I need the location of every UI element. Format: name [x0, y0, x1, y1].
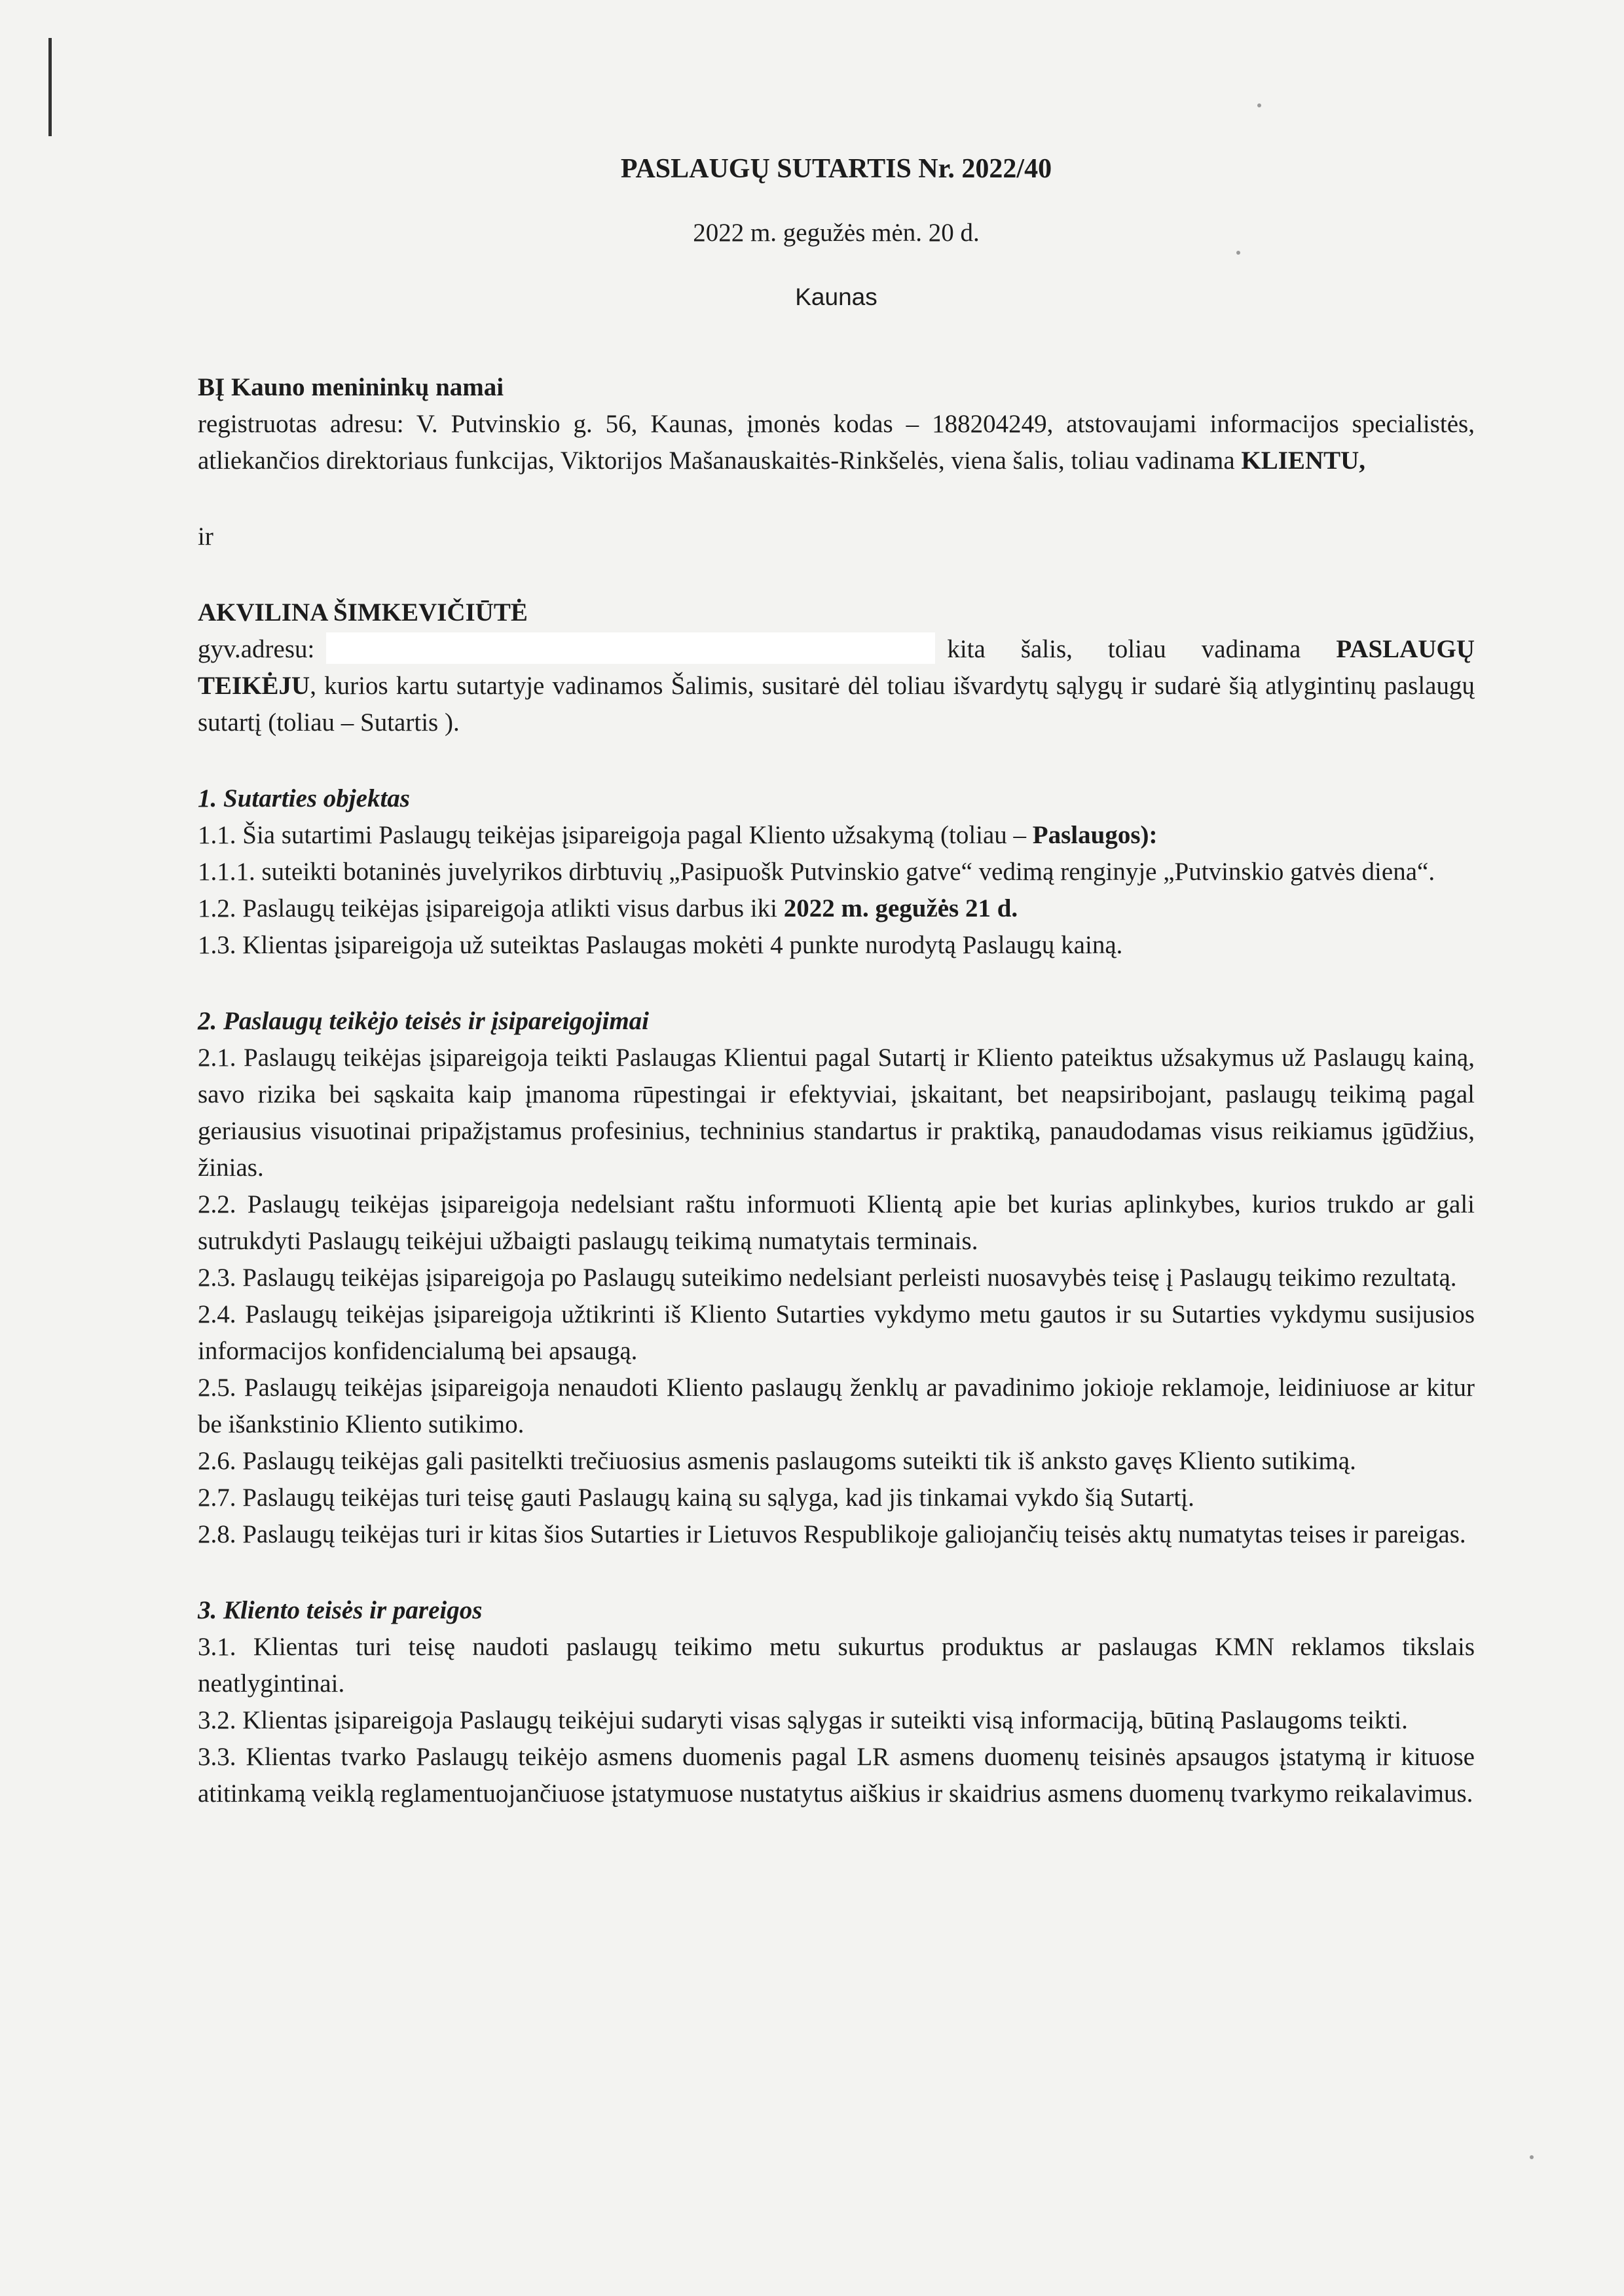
clause-2-8: 2.8. Paslaugų teikėjas turi ir kitas šios Sutarties ir Lietuvos Respublikoje galiojančių teisės aktų numatytas teises ir pareigas.	[198, 1520, 1466, 1548]
provider-name: AKVILINA ŠIMKEVIČIŪTĖ	[198, 598, 528, 627]
clause-1-1: 1.1. Šia sutartimi Paslaugų teikėjas įsipareigoja pagal Kliento užsakymą (toliau – Paslaugos):	[198, 821, 1158, 849]
document-date: 2022 m. gegužės mėn. 20 d.	[693, 219, 980, 247]
clause-1-3: 1.3. Klientas įsipareigoja už suteiktas Paslaugas mokėti 4 punkte nurodytą Paslaugų kainą.	[198, 931, 1123, 959]
section-3-heading: 3. Kliento teisės ir pareigos	[198, 1596, 483, 1624]
clause-2-4: 2.4. Paslaugų teikėjas įsipareigoja užtikrinti iš Kliento Sutarties vykdymo metu gautos ir su Sutarties vykdymu susijusios informacijos konfidencialumą bei apsaugą.	[198, 1300, 1475, 1365]
document-body	[198, 145, 1475, 1812]
conjunction: ir	[198, 522, 213, 551]
clause-2-5: 2.5. Paslaugų teikėjas įsipareigoja nenaudoti Kliento paslaugų ženklų ar pavadinimo jokioje reklamoje, leidiniuose ar kitur be išankstinio Kliento sutikimo.	[198, 1374, 1475, 1438]
clause-3-2: 3.2. Klientas įsipareigoja Paslaugų teikėjui sudaryti visas sąlygas ir suteikti visą informaciją, būtiną Paslaugoms teikti.	[198, 1706, 1408, 1734]
clause-2-3: 2.3. Paslaugų teikėjas įsipareigoja po Paslaugų suteikimo nedelsiant perleisti nuosavybės teisę į Paslaugų teikimo rezultatą.	[198, 1264, 1457, 1292]
margin-mark	[48, 38, 52, 136]
redacted-address	[326, 632, 935, 664]
client-name: BĮ Kauno menininkų namai	[198, 373, 504, 401]
clause-2-6: 2.6. Paslaugų teikėjas gali pasitelkti trečiuosius asmenis paslaugoms suteikti tik iš anksto gavęs Kliento sutikimą.	[198, 1447, 1356, 1475]
scan-speck	[1257, 103, 1261, 107]
clause-2-7: 2.7. Paslaugų teikėjas turi teisę gauti Paslaugų kainą su sąlyga, kad jis tinkamai vykdo šią Sutartį.	[198, 1484, 1194, 1512]
document-city: Kaunas	[795, 283, 877, 310]
clause-3-1: 3.1. Klientas turi teisę naudoti paslaugų teikimo metu sukurtus produktus ar paslaugas KMN reklamos tikslais neatlygintinai.	[198, 1633, 1475, 1698]
client-role: KLIENTU,	[1241, 446, 1366, 475]
section-1-heading: 1. Sutarties objektas	[198, 784, 410, 812]
client-description: registruotas adresu: V. Putvinskio g. 56, Kaunas, įmonės kodas – 188204249, atstovaujami informacijos specialistės, atliekančios direktoriaus funkcijas, Viktorijos Mašanauskaitės-Rinkšelės, viena šalis, toliau vadinama KLIENTU,	[198, 410, 1475, 475]
clause-2-2: 2.2. Paslaugų teikėjas įsipareigoja nedelsiant raštu informuoti Klientą apie bet kurias aplinkybes, kurios trukdo ar gali sutrukdyti Paslaugų teikėjui užbaigti paslaugų teikimą numatytais terminais.	[198, 1190, 1475, 1255]
document-title: PASLAUGŲ SUTARTIS Nr. 2022/40	[620, 154, 1052, 184]
section-2-heading: 2. Paslaugų teikėjo teisės ir įsipareigojimai	[198, 1007, 650, 1035]
clause-2-1: 2.1. Paslaugų teikėjas įsipareigoja teikti Paslaugas Klientui pagal Sutartį ir Kliento pateiktus užsakymus už Paslaugų kainą, savo rizika bei sąskaita kaip įmanoma rūpestingai ir efektyviai, įskaitant, bet neapsiribojant, paslaugų teikimą pagal geriausius visuotinai pripažįstamus profesinius, techninius standartus ir praktiką, panaudodamas visus reikiamus įgūdžius, žinias.	[198, 1044, 1475, 1182]
scan-speck	[1530, 2155, 1534, 2159]
clause-1-2: 1.2. Paslaugų teikėjas įsipareigoja atlikti visus darbus iki 2022 m. gegužės 21 d.	[198, 894, 1018, 922]
clause-1-1-1: 1.1.1. suteikti botaninės juvelyrikos dirbtuvių „Pasipuošk Putvinskio gatve“ vedimą renginyje „Putvinskio gatvės diena“.	[198, 858, 1435, 886]
provider-description: gyv.adresu: kita šalis, toliau vadinama PASLAUGŲ TEIKĖJU, kurios kartu sutartyje vadinamos Šalimis, susitarė dėl toliau išvardytų sąlygų ir sudarė šią atlygintinų paslaugų sutartį (toliau – Sutartis ).	[198, 631, 1475, 741]
address-label: gyv.adresu:	[198, 635, 315, 663]
clause-3-3: 3.3. Klientas tvarko Paslaugų teikėjo asmens duomenis pagal LR asmens duomenų teisinės apsaugos įstatymą ir kituose atitinkamą veiklą reglamentuojančiuose įstatymuose nustatytus aiškius ir skaidrius asmens duomenų tvarkymo reikalavimus.	[198, 1743, 1475, 1808]
provider-role: PASLAUGŲ TEIKĖJU	[198, 635, 1475, 700]
